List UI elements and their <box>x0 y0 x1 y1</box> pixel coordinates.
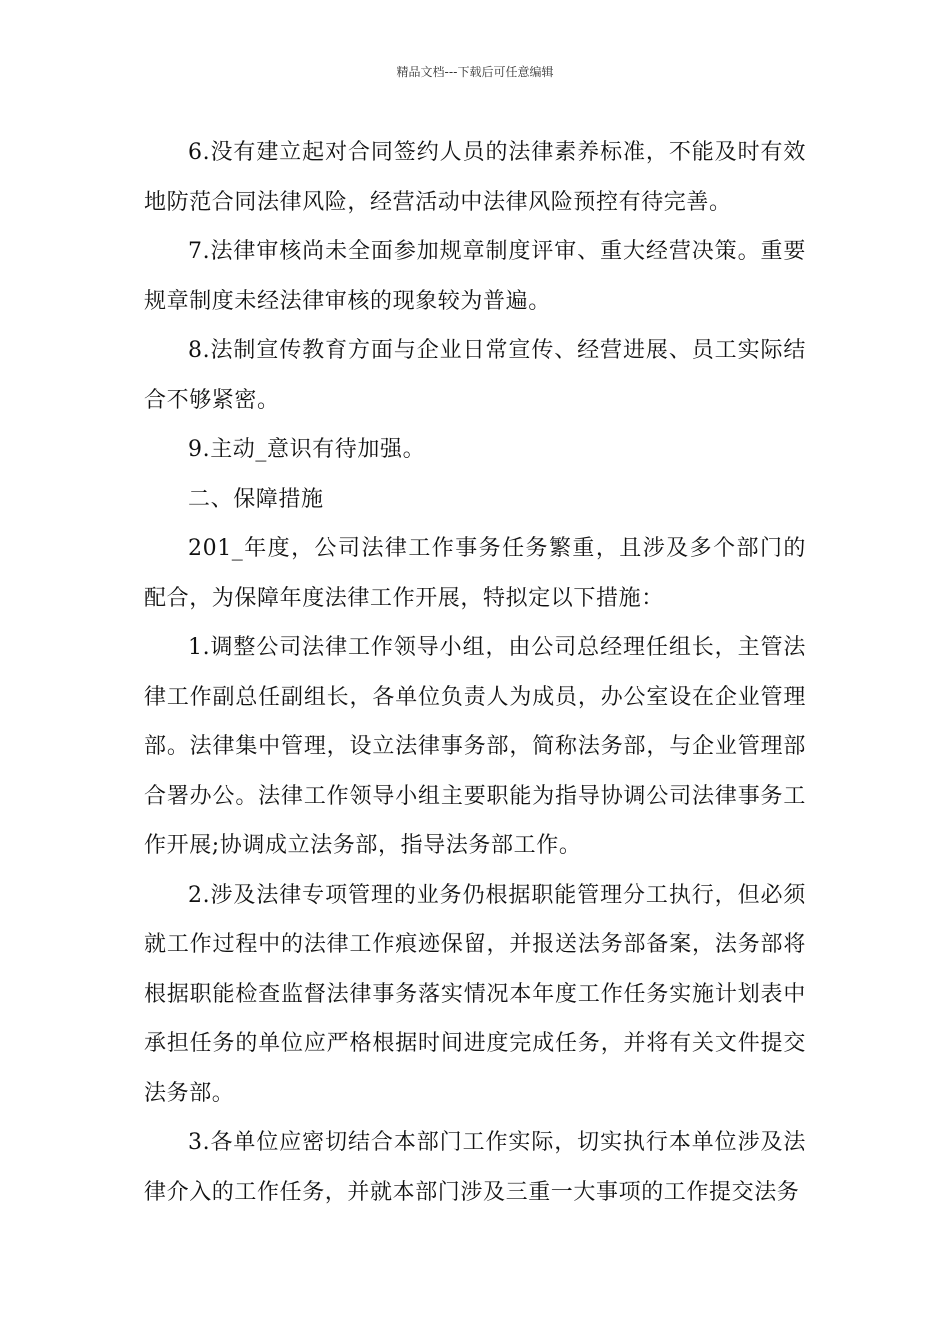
paragraph-measure-2: 2.涉及法律专项管理的业务仍根据职能管理分工执行，但必须就工作过程中的法律工作痕迹保留，并报送法务部备案，法务部将根据职能检查监督法律事务落实情况本年度工作任务实施计划表中承担任务的单位应严格根据时间进度完成任务，并将有关文件提交法务部。 <box>144 882 806 1106</box>
paragraph-item-6: 6.没有建立起对合同签约人员的法律素养标准，不能及时有效地防范合同法律风险，经营活动中法律风险预控有待完善。 <box>144 140 806 215</box>
paragraph-item-9: 9.主动_意识有待加强。 <box>188 437 426 462</box>
paragraph-measure-1: 1.调整公司法律工作领导小组，由公司总经理任组长，主管法律工作副总任副组长，各单位负责人为成员，办公室设在企业管理部。法律集中管理，设立法律事务部，简称法务部，与企业管理部合署办公。法律工作领导小组主要职能为指导协调公司法律事务工作开展;协调成立法务部，指导法务部工作。 <box>144 635 806 858</box>
paragraph-intro: 201_年度，公司法律工作事务任务繁重，且涉及多个部门的配合，为保障年度法律工作开展，特拟定以下措施： <box>144 536 806 611</box>
paragraph-measure-3: 3.各单位应密切结合本部门工作实际，切实执行本单位涉及法律介入的工作任务，并就本部门涉及三重一大事项的工作提交法务 <box>144 1130 806 1205</box>
paragraph-item-7: 7.法律审核尚未全面参加规章制度评审、重大经营决策。重要规章制度未经法律审核的现象较为普遍。 <box>144 239 806 314</box>
section-heading-guarantee-measures: 二、保障措施 <box>188 486 324 512</box>
paragraph-item-8: 8.法制宣传教育方面与企业日常宣传、经营进展、员工实际结合不够紧密。 <box>144 338 806 413</box>
document-body <box>144 128 806 1217</box>
page-header: 精品文档---下载后可任意编辑 <box>396 65 554 79</box>
